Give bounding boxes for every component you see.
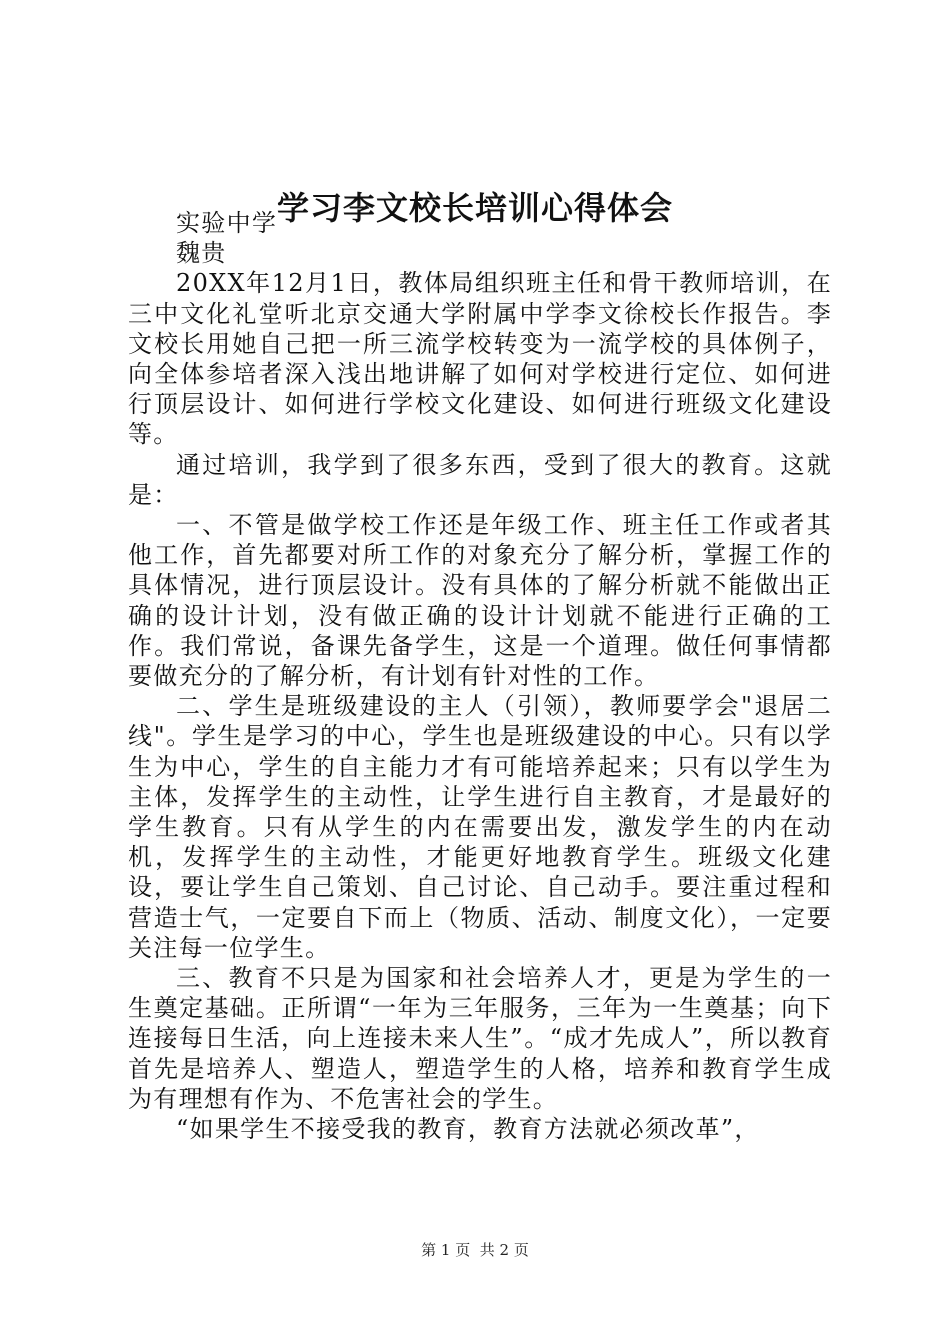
paragraph-point-three: 三、教育不只是为国家和社会培养人才，更是为学生的一生奠定基础。正所谓“一年为三年服务，三年为一生奠基；向下连接每日生活，向上连接未来人生”。“成才先成人”，所以教育首先是培养人、塑造人，塑造学生的人格，培养和教育学生成为有理想有作为、不危害社会的学生。 xyxy=(128,964,832,1113)
page-footer xyxy=(0,1240,950,1260)
page-number-label: 第 1 页 共 2 页 xyxy=(421,1241,529,1259)
paragraph-summary: 通过培训，我学到了很多东西，受到了很大的教育。这就是： xyxy=(128,450,832,509)
document-body xyxy=(128,208,832,1144)
author-name: 魏贵 xyxy=(176,239,227,268)
paragraph-point-one: 一、不管是做学校工作还是年级工作、班主任工作或者其他工作，首先都要对所工作的对象充分了解分析，掌握工作的具体情况，进行顶层设计。没有具体的了解分析就不能做出正确的设计计划，没有做正确的设计计划就不能进行正确的工作。我们常说，备课先备学生，这是一个道理。做任何事情都要做充分的了解分析，有计划有针对性的工作。 xyxy=(128,511,832,691)
paragraph-intro: 20XX年12月1日，教体局组织班主任和骨干教师培训，在三中文化礼堂听北京交通大学附属中学李文徐校长作报告。李文校长用她自己把一所三流学校转变为一流学校的具体例子，向全体参培者深入浅出地讲解了如何对学校进行定位、如何进行顶层设计、如何进行学校文化建设、如何进行班级文化建设等。 xyxy=(128,269,832,449)
school-name: 实验中学 xyxy=(176,209,278,237)
paragraph-point-two: 二、学生是班级建设的主人（引领），教师要学会"退居二线"。学生是学习的中心，学生也是班级建设的中心。只有以学生为中心，学生的自主能力才有可能培养起来；只有以学生为主体，发挥学生的主动性，让学生进行自主教育，才是最好的学生教育。只有从学生的内在需要出发，激发学生的内在动机，发挥学生的主动性，才能更好地教育学生。班级文化建设，要让学生自己策划、自己讨论、自己动手。要注重过程和营造士气，一定要自下而上（物质、活动、制度文化），一定要关注每一位学生。 xyxy=(128,692,832,962)
document-title: 学习李文校长培训心得体会 xyxy=(276,189,673,227)
paragraph-quote: “如果学生不接受我的教育，教育方法就必须改革”， xyxy=(176,1115,760,1144)
